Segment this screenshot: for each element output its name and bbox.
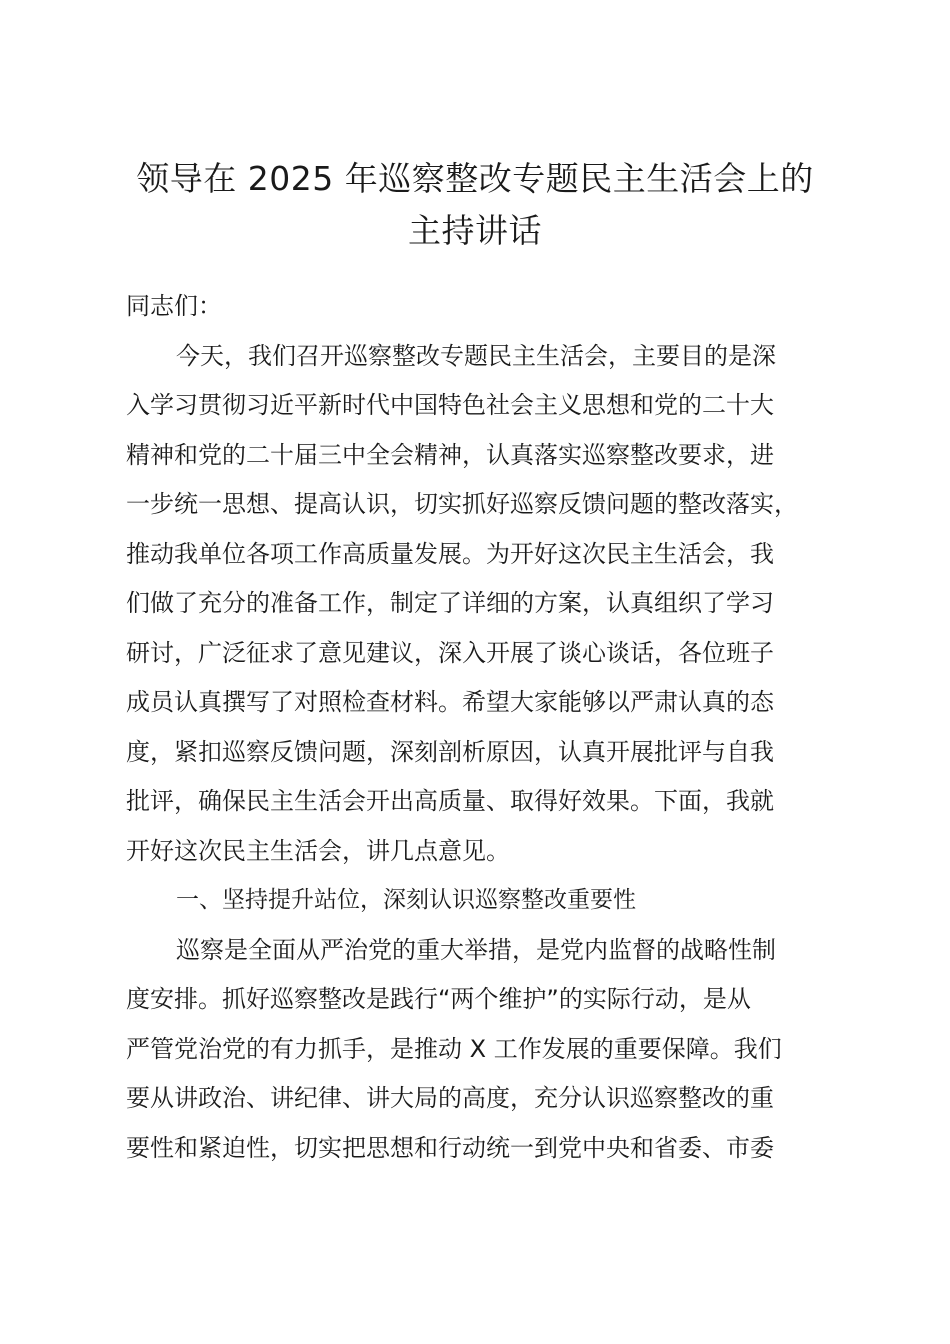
title-line-1: 领导在 2025 年巡察整改专题民主生活会上的 [136, 159, 814, 198]
paragraph-line: 要性和紧迫性，切实把思想和行动统一到党中央和省委、市委 [126, 1133, 774, 1162]
paragraph-1 [126, 332, 856, 877]
section-heading: 一、坚持提升站位，深刻认识巡察整改重要性 [176, 887, 636, 913]
paragraph-line: 度安排。抓好巡察整改是践行“两个维护”的实际行动，是从 [126, 985, 751, 1013]
document-body [126, 282, 856, 1173]
paragraph-line: 开好这次民主生活会，讲几点意见。 [126, 836, 510, 865]
paragraph-line: 入学习贯彻习近平新时代中国特色社会主义思想和党的二十大 [126, 391, 774, 419]
paragraph-line: 成员认真撰写了对照检查材料。希望大家能够以严肃认真的态 [126, 688, 774, 716]
salutation: 同志们： [126, 292, 222, 320]
paragraph-line: 推动我单位各项工作高质量发展。为开好这次民主生活会，我 [126, 539, 774, 568]
paragraph-line: 今天，我们召开巡察整改专题民主生活会，主要目的是深 [176, 341, 776, 370]
paragraph-line: 精神和党的二十届三中全会精神，认真落实巡察整改要求，进 [126, 440, 774, 469]
paragraph-line: 巡察是全面从严治党的重大举措，是党内监督的战略性制 [176, 935, 776, 964]
paragraph-line: 批评，确保民主生活会开出高质量、取得好效果。下面，我就 [126, 787, 774, 815]
paragraph-line: 度，紧扣巡察反馈问题，深刻剖析原因，认真开展批评与自我 [126, 737, 774, 766]
paragraph-line: 研讨，广泛征求了意见建议，深入开展了谈心谈话，各位班子 [126, 638, 774, 667]
paragraph-line: 一步统一思想、提高认识，切实抓好巡察反馈问题的整改落实， [126, 490, 798, 518]
title-line-2: 主持讲话 [408, 211, 542, 250]
paragraph-line: 严管党治党的有力抓手，是推动 X 工作发展的重要保障。我们 [126, 1034, 782, 1063]
paragraph-line: 要从讲政治、讲纪律、讲大局的高度，充分认识巡察整改的重 [126, 1084, 774, 1112]
document-title [80, 153, 870, 257]
paragraph-2 [126, 926, 856, 1174]
paragraph-line: 们做了充分的准备工作，制定了详细的方案，认真组织了学习 [126, 589, 774, 617]
